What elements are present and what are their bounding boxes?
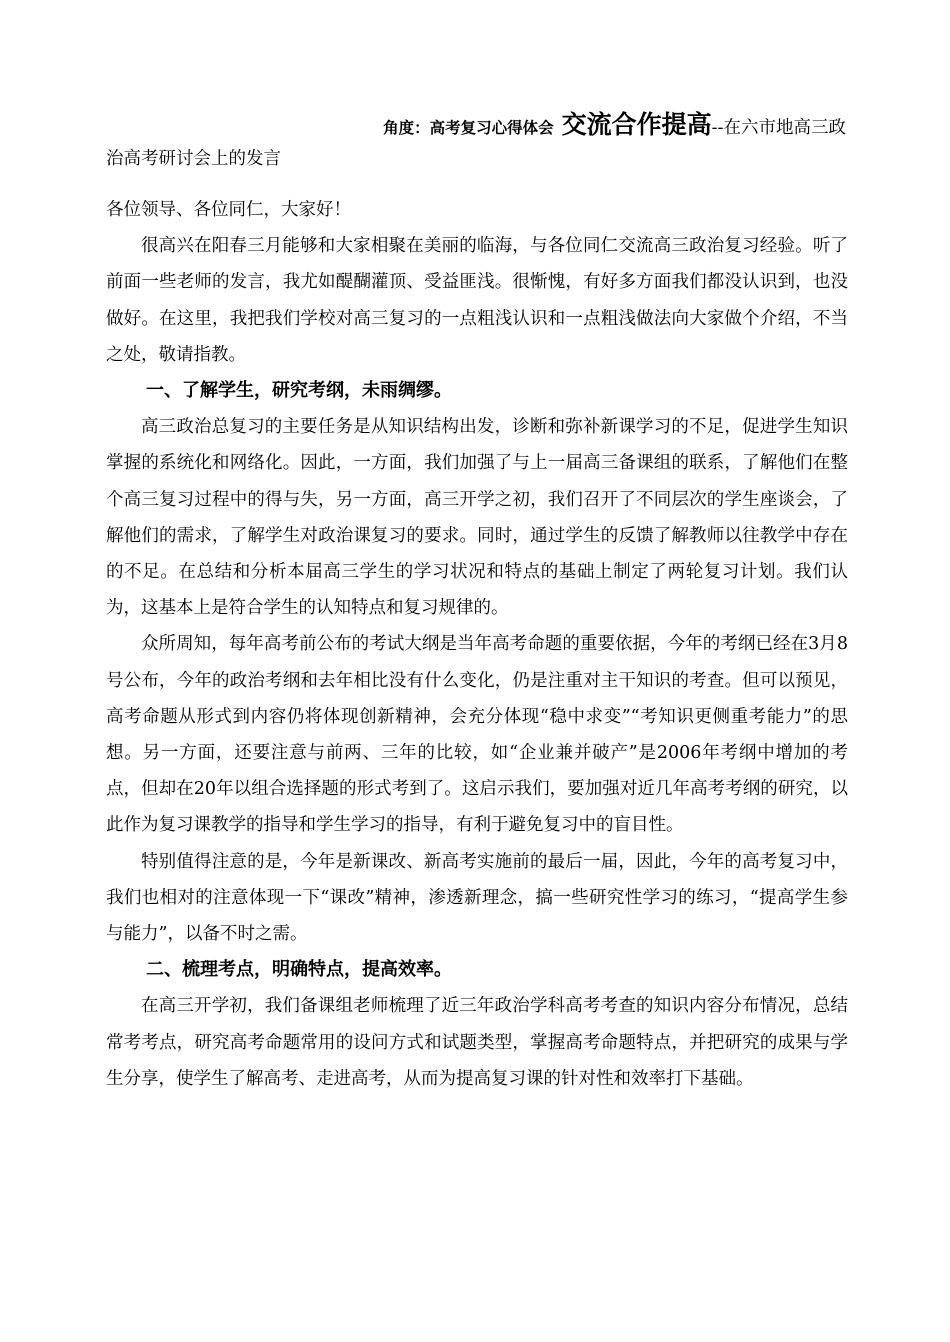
section-1-heading: 一、了解学生，研究考纲，未雨绸缪。 [146,380,452,402]
section-2-paragraph: 在高三开学初，我们备课组老师梳理了近三年政治学科高考考查的知识内容分布情况，总结常考考点，研究高考命题常用的设问方式和试题类型，掌握高考命题特点，并把研究的成果与学生分享，使学生了解高考、走进高考，从而为提高复习课的针对性和效率打下基础。 [106,996,848,1089]
greeting: 各位领导、各位同仁，大家好！ [106,200,351,220]
title-subtitle-continued: 治高考研讨会上的发言 [106,149,281,169]
intro-paragraph: 很高兴在阳春三月能够和大家相聚在美丽的临海，与各位同仁交流高三政治复习经验。听了前面一些老师的发言，我尤如醍醐灌顶、受益匪浅。很惭愧，有好多方面我们都没认识到，也没做好。在这里，我把我们学校对高三复习的一点粗浅认识和一点粗浅做法向大家做个介绍，不当之处，敬请指教。 [106,236,848,365]
section-1-paragraph: 众所周知，每年高考前公布的考试大纲是当年高考命题的重要依据，今年的考纲已经在3月8号公布，今年的政治考纲和去年相比没有什么变化，仍是注重对主干知识的考查。但可以预见，高考命题从形式到内容仍将体现创新精神，会充分体现“稳中求变”“考知识更侧重考能力”的思想。另一方面，还要注意与前两、三年的比较，如“企业兼并破产”是2006年考纲中增加的考点，但却在20年以组合选择题的形式考到了。这启示我们，要加强对近几年高考考纲的研究，以此作为复习课教学的指导和学生学习的指导，有利于避免复习中的盲目性。 [106,634,848,836]
document-body [106,192,848,1097]
section-2-heading: 二、梳理考点，明确特点，提高效率。 [146,959,452,981]
section-1-paragraph: 特别值得注意的是，今年是新课改、新高考实施前的最后一届，因此，今年的高考复习中，我们也相对的注意体现一下“课改”精神，渗透新理念，搞一些研究性学习的练习，“提高学生参与能力”，以备不时之需。 [106,851,848,945]
section-1-paragraph: 高三政治总复习的主要任务是从知识结构出发，诊断和弥补新课学习的不足，促进学生知识掌握的系统化和网络化。因此，一方面，我们加强了与上一届高三备课组的联系，了解他们在整个高三复习过程中的得与失，另一方面，高三开学之初，我们召开了不同层次的学生座谈会，了解他们的需求，了解学生对政治课复习的要求。同时，通过学生的反馈了解教师以往教学中存在的不足。在总结和分析本届高三学生的学习状况和特点的基础上制定了两轮复习计划。我们认为，这基本上是符合学生的认知特点和复习规律的。 [106,417,848,619]
title-subtitle-start: --在六市地高三政 [711,118,846,138]
title-main: 交流合作提高 [561,110,712,139]
title-tag: 角度：高考复习心得体会 [383,119,554,137]
